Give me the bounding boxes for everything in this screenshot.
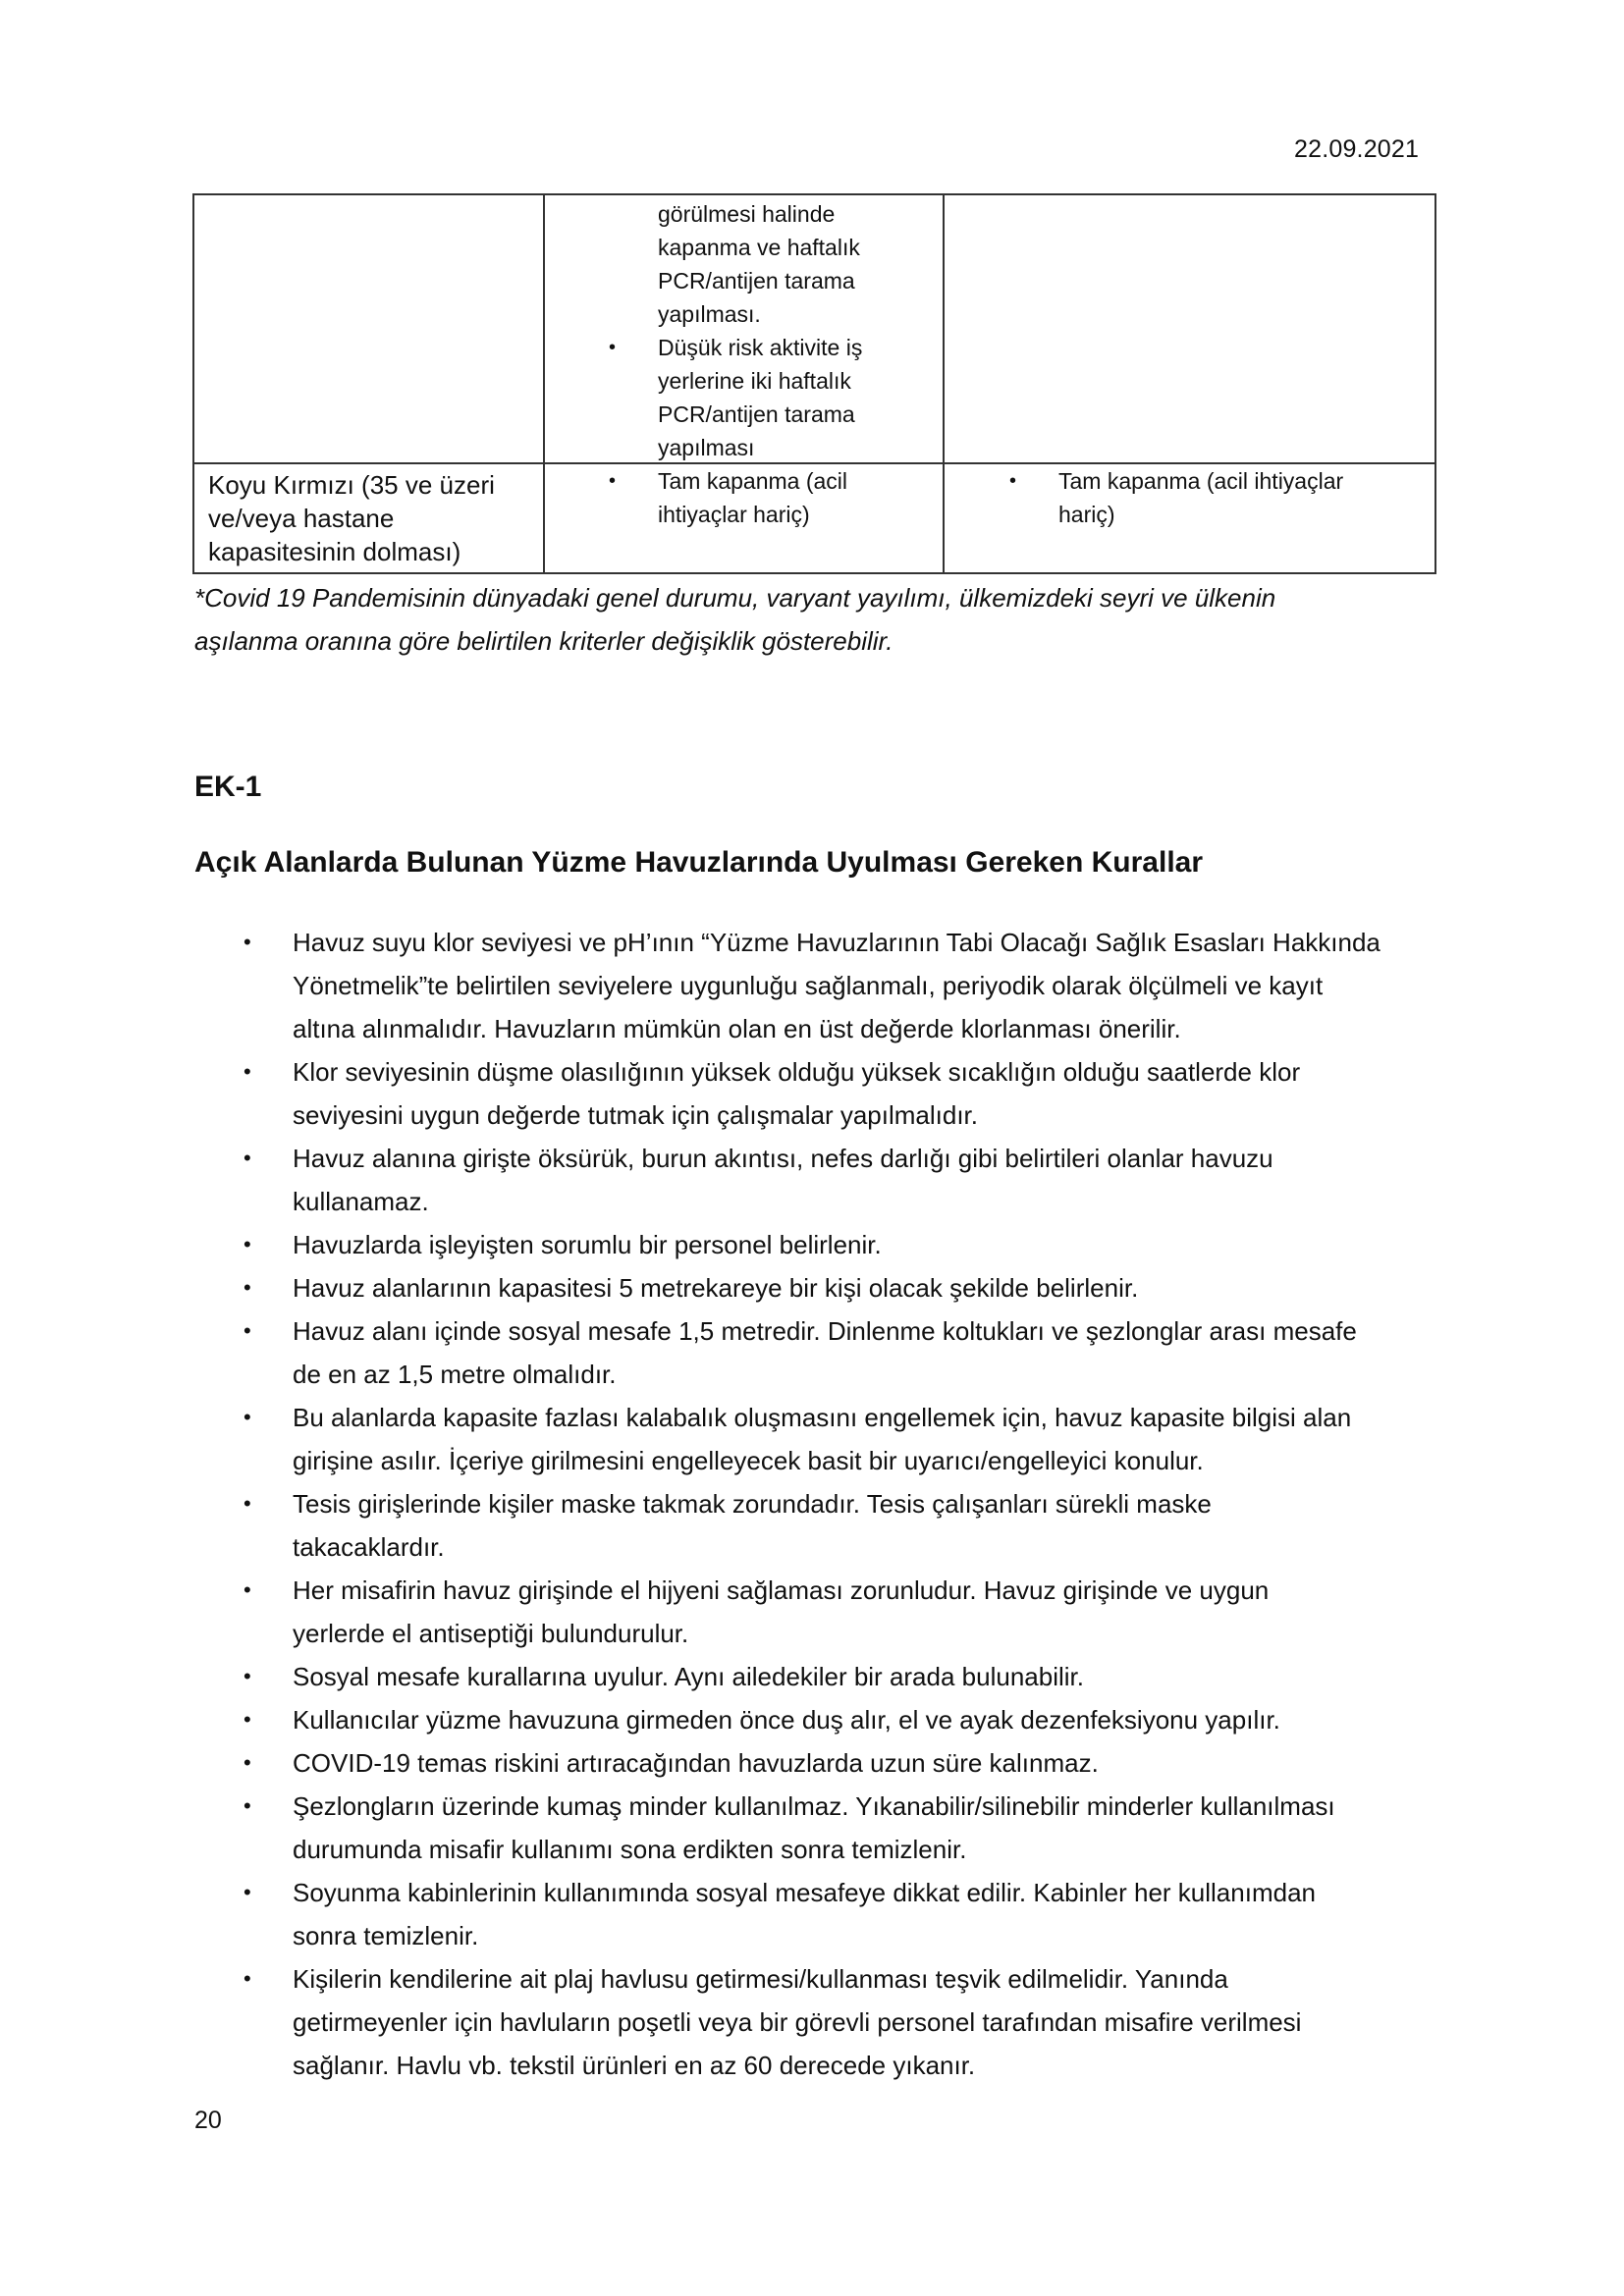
list-item-line: Havuz alanlarının kapasitesi 5 metrekareye bir kişi olacak şekilde belirlenir. [293,1273,1139,1303]
bullet-icon: • [609,337,617,358]
list-item-line: COVID-19 temas riskini artıracağından havuzlarda uzun süre kalınmaz. [293,1748,1099,1778]
cell-line: PCR/antijen tarama [658,401,855,427]
list-item-line: girişine asılır. İçeriye girilmesini engelleyecek basit bir uyarıcı/engelleyici konulur. [293,1446,1204,1475]
cell-line: görülmesi halinde [658,201,836,227]
list-item-line: sağlanır. Havlu vb. tekstil ürünleri en az 60 derecede yıkanır. [293,2051,976,2080]
risk-level-table [192,193,1436,574]
list-item-line: Soyunma kabinlerinin kullanımında sosyal mesafeye dikkat edilir. Kabinler her kullanımdan [293,1878,1316,1907]
bullet-icon: • [609,470,617,492]
list-item-line: Kullanıcılar yüzme havuzuna girmeden önce duş alır, el ve ayak dezenfeksiyonu yapılır. [293,1705,1280,1735]
list-item-line: Kişilerin kendilerine ait plaj havlusu getirmesi/kullanması teşvik edilmelidir. Yanında [293,1964,1228,1994]
bullet-icon: • [244,1707,251,1732]
cell-line: ihtiyaçlar hariç) [658,502,810,527]
list-item-line: Havuz alanı içinde sosyal mesafe 1,5 metredir. Dinlenme koltukları ve şezlonglar arası mesafe [293,1316,1357,1346]
annex-title: Açık Alanlarda Bulunan Yüzme Havuzlarında Uyulması Gereken Kurallar [194,846,1204,879]
bullet-icon: • [244,1577,251,1602]
cell-line: Tam kapanma (acil ihtiyaçlar [1058,468,1344,494]
footnote-line: *Covid 19 Pandemisinin dünyadaki genel durumu, varyant yayılımı, ülkemizdeki seyri ve ülkenin [194,583,1276,613]
list-item-line: kullanamaz. [293,1187,429,1216]
cell-line: kapasitesinin dolması) [208,537,461,566]
list-item-line: takacaklardır. [293,1532,445,1562]
bullet-icon: • [244,1664,251,1688]
bullet-icon: • [244,1059,251,1084]
bullet-icon: • [244,1750,251,1775]
list-item-line: altına alınmalıdır. Havuzların mümkün olan en üst değerde klorlanması önerilir. [293,1014,1181,1043]
bullet-icon: • [244,1405,251,1429]
page-number: 20 [194,2107,222,2134]
annex-label: EK-1 [194,771,262,803]
cell-line: PCR/antijen tarama [658,268,855,294]
list-item-line: Klor seviyesinin düşme olasılığının yüksek olduğu yüksek sıcaklığın olduğu saatlerde klor [293,1057,1301,1087]
bullet-icon: • [244,930,251,954]
list-item-line: sonra temizlenir. [293,1921,479,1950]
bullet-icon: • [244,1318,251,1343]
cell-line: kapanma ve haftalık [658,235,860,260]
bullet-icon: • [244,1880,251,1904]
list-item-line: Tesis girişlerinde kişiler maske takmak zorundadır. Tesis çalışanları sürekli maske [293,1489,1212,1519]
cell-line: ve/veya hastane [208,504,395,533]
bullet-icon: • [244,1146,251,1170]
cell-line: Koyu Kırmızı (35 ve üzeri [208,470,495,500]
bullet-icon: • [1009,470,1017,492]
bullet-icon: • [244,1232,251,1256]
cell-line: Düşük risk aktivite iş [658,335,863,360]
list-item-line: Havuz suyu klor seviyesi ve pH’ının “Yüzme Havuzlarının Tabi Olacağı Sağlık Esasları Hakkında [293,928,1380,957]
cell-line: Tam kapanma (acil [658,468,848,494]
list-item-line: yerlerde el antiseptiği bulundurulur. [293,1619,689,1648]
bullet-icon: • [244,1966,251,1991]
list-item-line: Her misafirin havuz girişinde el hijyeni sağlaması zorunludur. Havuz girişinde ve uygun [293,1575,1270,1605]
cell-line: hariç) [1058,502,1115,527]
list-item-line: Bu alanlarda kapasite fazlası kalabalık oluşmasını engellemek için, havuz kapasite bilgisi alan [293,1403,1352,1432]
list-item-line: Yönetmelik”te belirtilen seviyelere uygunluğu sağlanmalı, periyodik olarak ölçülmeli ve kayıt [293,971,1324,1000]
bullet-icon: • [244,1793,251,1818]
bullet-icon: • [244,1491,251,1516]
cell-line: yapılması. [658,301,761,327]
list-item-line: Havuzlarda işleyişten sorumlu bir personel belirlenir. [293,1230,882,1259]
list-item-line: seviyesini uygun değerde tutmak için çalışmalar yapılmalıdır. [293,1100,978,1130]
list-item-line: Şezlongların üzerinde kumaş minder kullanılmaz. Yıkanabilir/silinebilir minderler kullanılması [293,1791,1335,1821]
bullet-icon: • [244,1275,251,1300]
document-date: 22.09.2021 [1294,135,1420,163]
list-item-line: Havuz alanına girişte öksürük, burun akıntısı, nefes darlığı gibi belirtileri olanlar havuzu [293,1144,1273,1173]
cell-line: yapılması [658,435,755,460]
cell-line: yerlerine iki haftalık [658,368,851,394]
list-item-line: Sosyal mesafe kurallarına uyulur. Aynı ailedekiler bir arada bulunabilir. [293,1662,1084,1691]
list-item-line: durumunda misafir kullanımı sona erdikten sonra temizlenir. [293,1835,967,1864]
list-item-line: getirmeyenler için havluların poşetli veya bir görevli personel tarafından misafire verilmesi [293,2007,1302,2037]
table-column-divider [943,195,945,572]
table-column-divider [543,195,545,572]
list-item-line: de en az 1,5 metre olmalıdır. [293,1360,617,1389]
footnote-line: aşılanma oranına göre belirtilen kriterler değişiklik gösterebilir. [194,626,893,656]
